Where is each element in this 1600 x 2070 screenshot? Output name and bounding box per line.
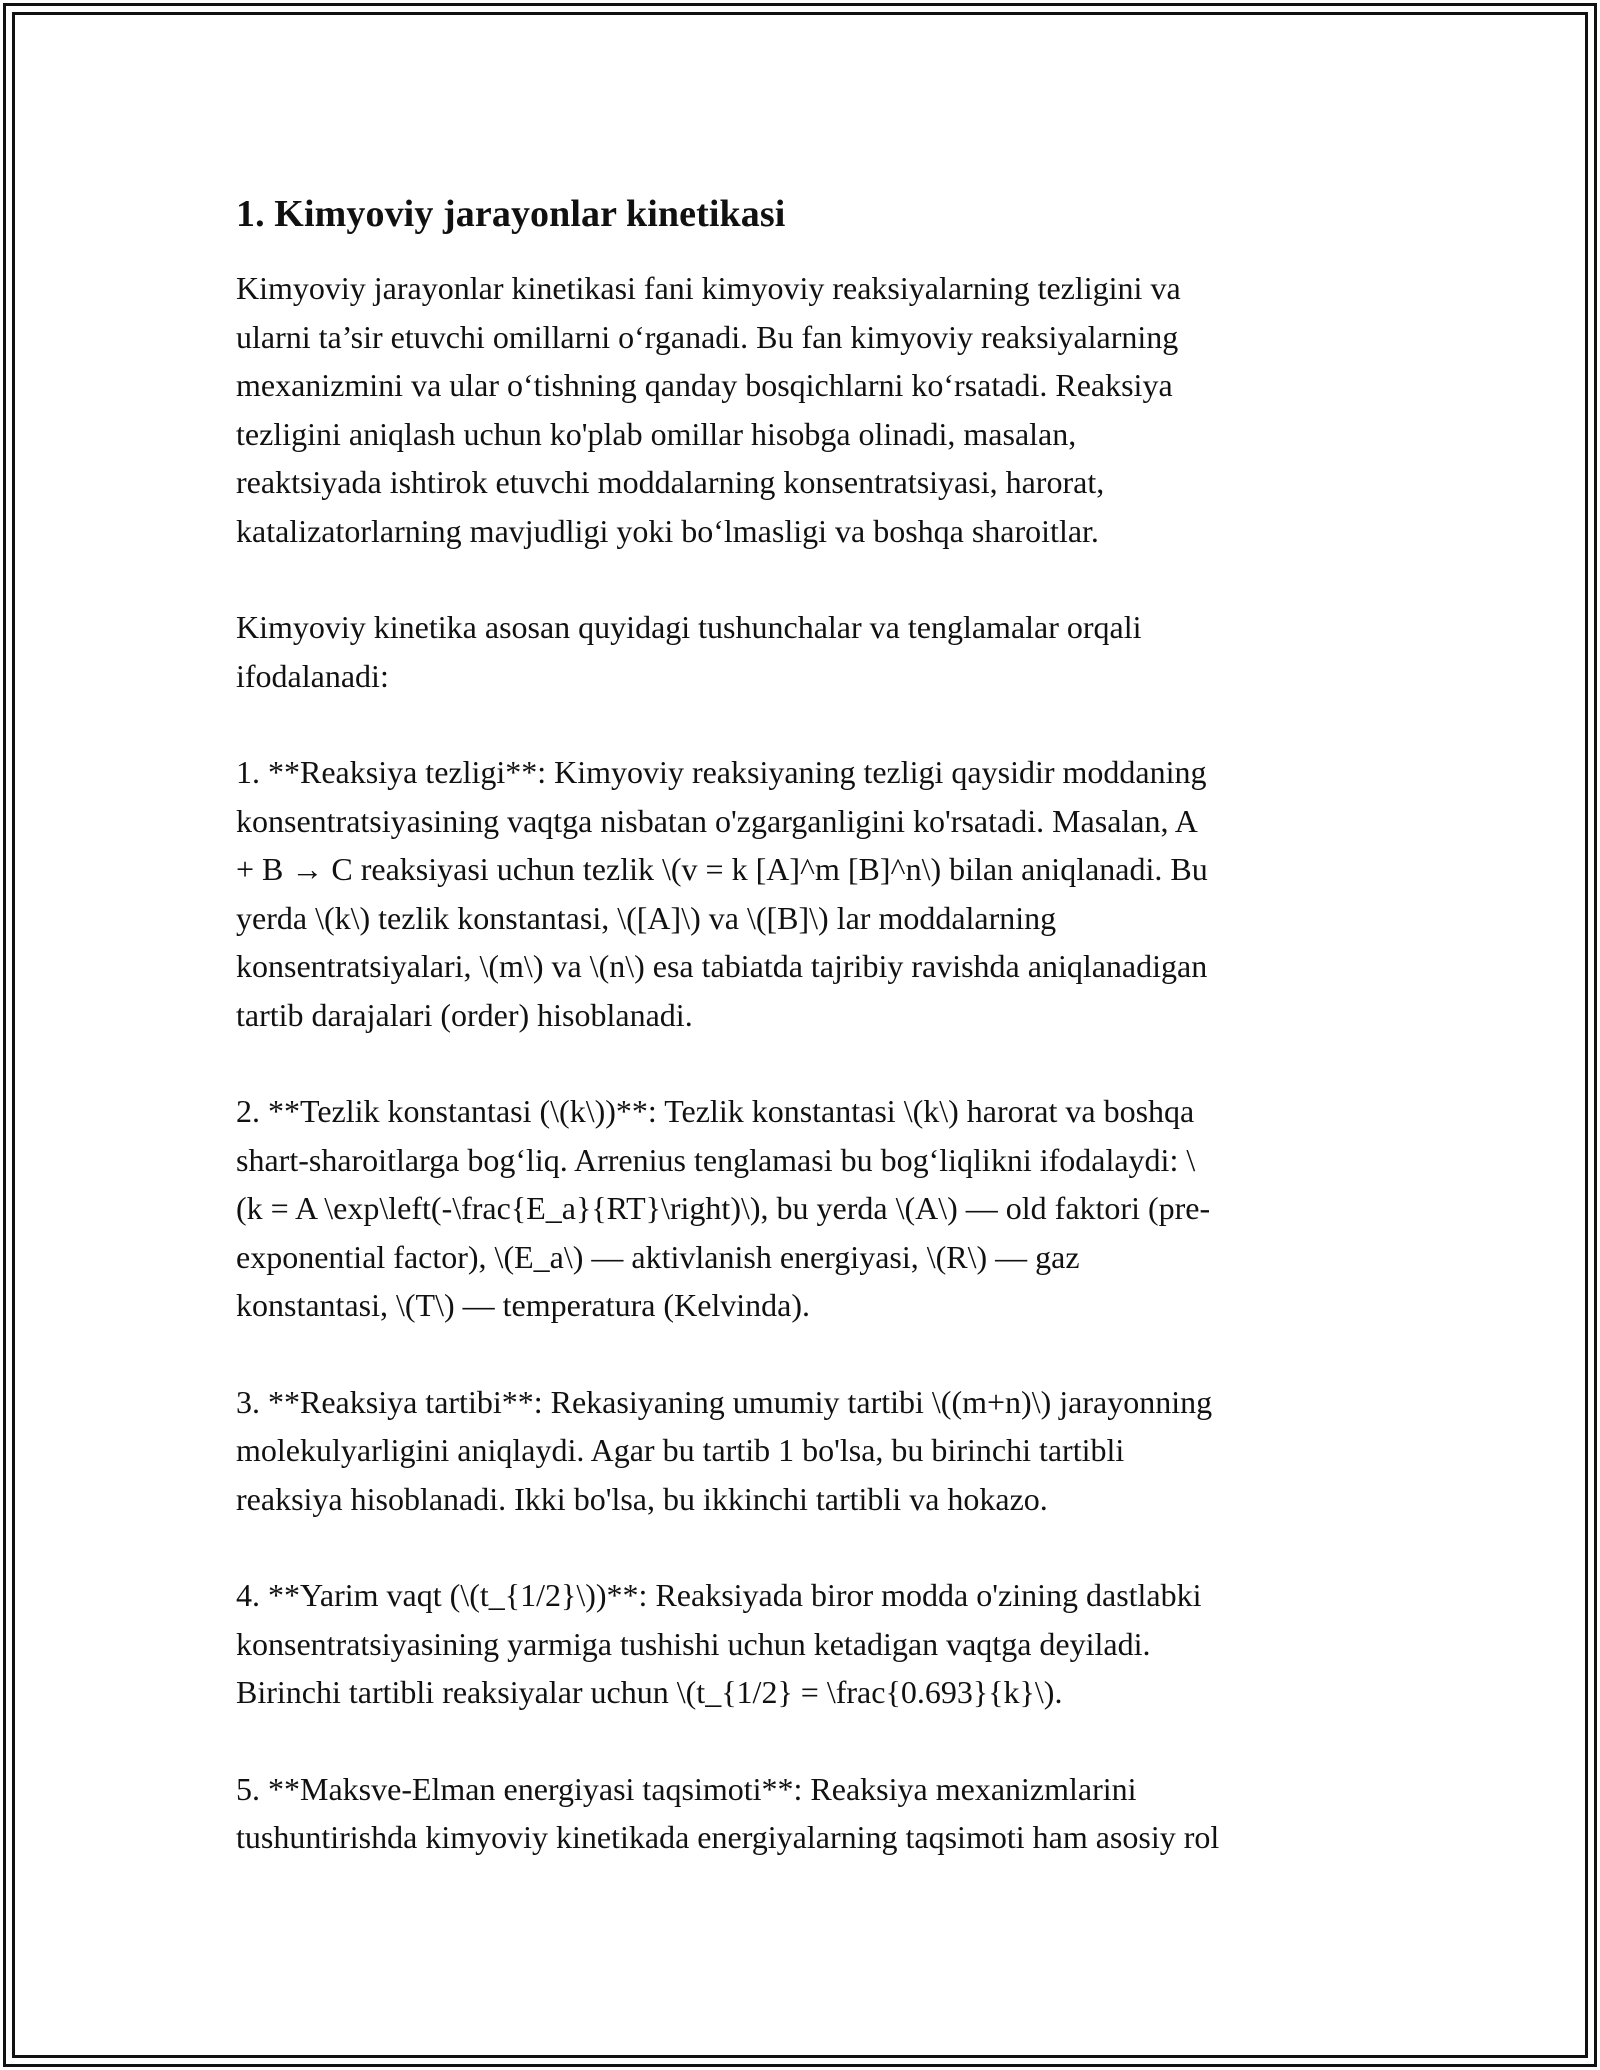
paragraph-spacer	[236, 700, 1366, 748]
list-item-reaction-rate: 1. **Reaksiya tezligi**: Kimyoviy reaksiyaning tezligi qaysidir moddaning konsentratsiyasining vaqtga nisbatan o'zgarganligini ko'rsatadi. Masalan, A + B → C reaksiyasi uchun tezlik \(v = k [A]^m [B]^n\) bilan aniqlanadi. Bu yerda \(k\) tezlik konstantasi, \([A]\) va \([B]\) lar moddalarning konsentratsiyalari, \(m\) va \(n\) esa tabiatda tajribiy ravishda aniqlanadigan tartib darajalari (order) hisoblanadi.	[236, 754, 1208, 1033]
document-body	[236, 186, 1366, 1862]
paragraph-spacer	[236, 1717, 1366, 1765]
list-item-rate-constant: 2. **Tezlik konstantasi (\(k\))**: Tezlik konstantasi \(k\) harorat va boshqa shart-sharoitlarga bog‘liq. Arrenius tenglamasi bu bog‘liqlikni ifodalaydi: \ (k = A \exp\left(-\frac{E_a}{RT}\right)\), bu yerda \(A\) — old faktori (pre- exponential factor), \(E_a\) — aktivlanish energiyasi, \(R\) — gaz konstantasi, \(T\) — temperatura (Kelvinda).	[236, 1093, 1211, 1323]
title-spacer	[236, 242, 1366, 264]
paragraph-spacer	[236, 1330, 1366, 1378]
paragraph-spacer	[236, 555, 1366, 603]
list-item-half-life: 4. **Yarim vaqt (\(t_{1/2}\))**: Reaksiyada biror modda o'zining dastlabki konsentratsiyasining yarmiga tushishi uchun ketadigan vaqtga deyiladi. Birinchi tartibli reaksiyalar uchun \(t_{1/2} = \frac{0.693}{k}\).	[236, 1577, 1202, 1710]
section-title: 1. Kimyoviy jarayonlar kinetikasi	[236, 193, 786, 235]
paragraph-spacer	[236, 1039, 1366, 1087]
concepts-intro-paragraph: Kimyoviy kinetika asosan quyidagi tushunchalar va tenglamalar orqali ifodalanadi:	[236, 609, 1142, 694]
list-item-reaction-order: 3. **Reaksiya tartibi**: Rekasiyaning umumiy tartibi \((m+n)\) jarayonning molekulyarligini aniqlaydi. Agar bu tartib 1 bo'lsa, bu birinchi tartibli reaksiya hisoblanadi. Ikki bo'lsa, bu ikkinchi tartibli va hokazo.	[236, 1383, 1213, 1517]
paragraph-spacer	[236, 1523, 1366, 1571]
intro-paragraph: Kimyoviy jarayonlar kinetikasi fani kimyoviy reaksiyalarning tezligini va ularni ta’sir etuvchi omillarni o‘rganadi. Bu fan kimyoviy reaksiyalarning mexanizmini va ular o‘tishning qanday bosqichlarni ko‘rsatadi. Reaksiya tezligini aniqlash uchun ko'plab omillar hisobga olinadi, masalan, reaktsiyada ishtirok etuvchi moddalarning konsentratsiyasi, harorat, katalizatorlarning mavjudligi yoki bo‘lmasligi va boshqa sharoitlar.	[236, 270, 1181, 549]
list-item-energy-distribution: 5. **Maksve-Elman energiyasi taqsimoti**: Reaksiya mexanizmlarini tushuntirishda kimyoviy kinetikada energiyalarning taqsimoti ham asosiy rol	[236, 1770, 1220, 1855]
